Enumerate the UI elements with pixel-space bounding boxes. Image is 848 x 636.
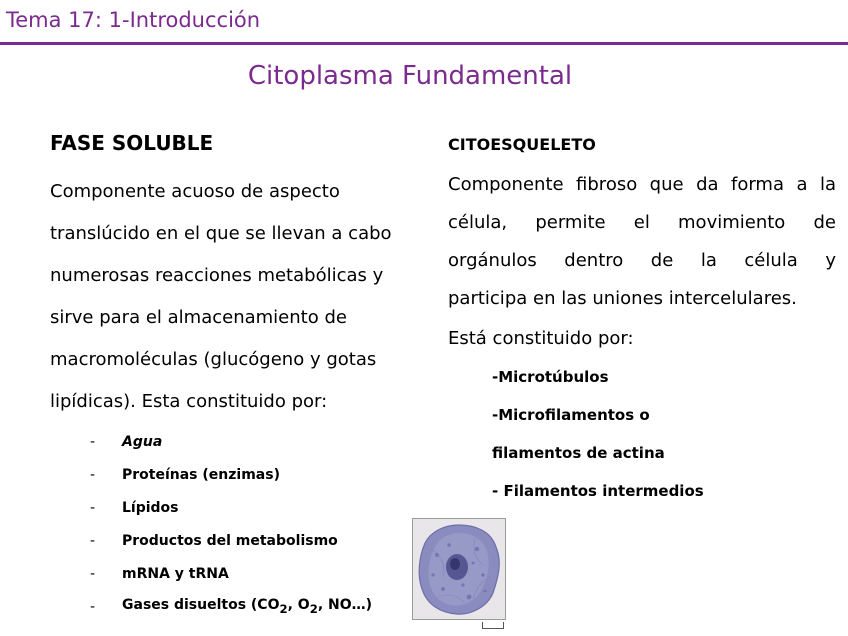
soluble-phase-components-list: [50, 425, 420, 623]
soluble-phase-heading: FASE SOLUBLE: [50, 131, 214, 155]
description-line: orgánulos dentro de la célula y: [448, 250, 836, 271]
description-line: célula, permite el movimiento de: [448, 212, 836, 233]
list-item: -Microtúbulos: [492, 368, 609, 386]
list-item-text: Lípidos: [122, 499, 179, 516]
list-item: [50, 557, 420, 590]
list-item-text: Proteínas (enzimas): [122, 466, 280, 483]
soluble-phase-description: [50, 171, 420, 423]
cell-micrograph-svg: [413, 519, 505, 619]
description-line: lipídicas). Esta constituido por:: [50, 391, 328, 412]
bullet-dash: -: [90, 598, 96, 615]
description-line: participa en las uniones intercelulares.: [448, 288, 797, 309]
scale-bar: [482, 622, 504, 629]
list-item: [50, 524, 420, 557]
list-item: [50, 458, 420, 491]
bullet-dash: -: [90, 499, 96, 516]
bullet-dash: -: [90, 433, 96, 450]
description-line: sirve para el almacenamiento de: [50, 307, 347, 328]
list-item-text: Agua: [122, 433, 163, 450]
header-title: Tema 17: 1-Introducción: [6, 8, 261, 32]
description-line: numerosas reacciones metabólicas y: [50, 265, 384, 286]
list-item: -Microfilamentos o: [492, 406, 650, 424]
list-item: [50, 425, 420, 458]
list-item: filamentos de actina: [492, 444, 665, 462]
list-item-text: Productos del metabolismo: [122, 532, 338, 549]
cytoskeleton-description: [448, 166, 836, 318]
bullet-dash: -: [90, 565, 96, 582]
soluble-phase-section: [50, 128, 420, 623]
cell-micrograph-image: [412, 518, 506, 620]
list-item: [50, 590, 420, 623]
constituido-label: Está constituido por:: [448, 328, 634, 349]
bullet-dash: -: [90, 466, 96, 483]
description-line: Componente acuoso de aspecto: [50, 181, 340, 202]
list-item: - Filamentos intermedios: [492, 482, 704, 500]
bullet-dash: -: [90, 532, 96, 549]
list-item: [50, 491, 420, 524]
slide-title: Citoplasma Fundamental: [247, 61, 573, 91]
cytoskeleton-heading: CITOESQUELETO: [448, 135, 596, 154]
cytoskeleton-components-list: [448, 358, 836, 510]
header-divider: [0, 42, 848, 45]
description-line: translúcido en el que se llevan a cabo: [50, 223, 392, 244]
cytoskeleton-section: [448, 130, 836, 510]
description-line: macromoléculas (glucógeno y gotas: [50, 349, 377, 370]
gases-item-text: Gases disueltos ($CO_2$, $O_2$, NO…): [122, 597, 373, 616]
list-item-text: mRNA y tRNA: [122, 565, 229, 582]
nucleolus: [450, 558, 460, 570]
description-line: Componente fibroso que da forma a la: [448, 174, 836, 195]
